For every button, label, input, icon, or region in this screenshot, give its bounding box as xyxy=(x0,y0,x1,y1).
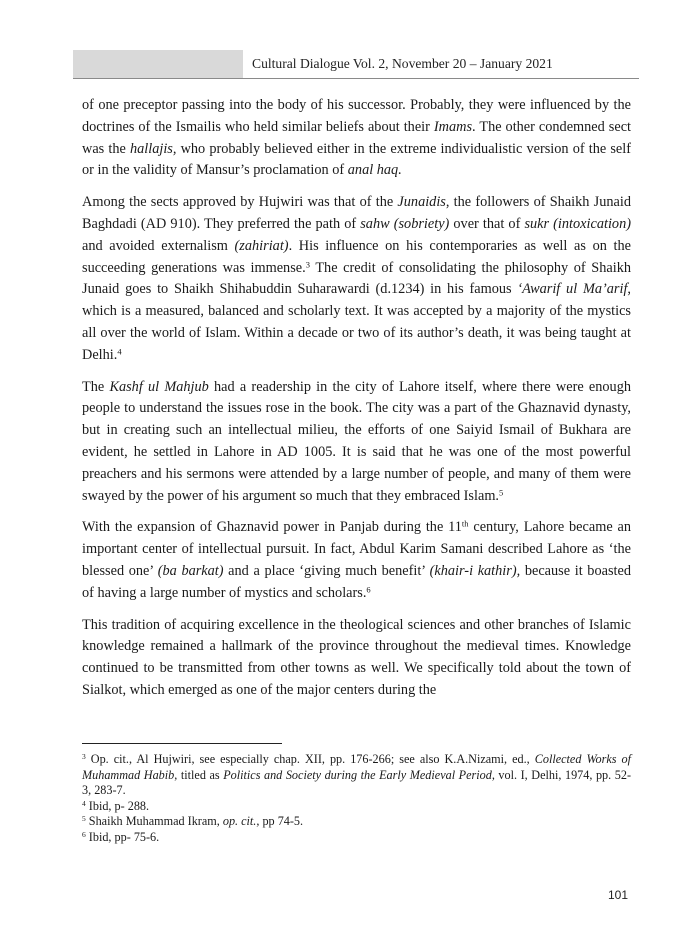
italic-text: Kashf ul Mahjub xyxy=(109,378,209,395)
reference-marker: 6 xyxy=(366,584,371,595)
text-run: had a readership in the city of Lahore itself, where there were enough people to understand the issues rose in the book. The city was a part of the Ghaznavid dynasty, but in creating such an intellectual milieu, the efforts of one Saiyid Ismail of Bukhara are evident, he settled in Lahore in AD 1005. It is said that he was one of the most powerful preachers and his sermons were attended by a large number of people, and many of them were swayed by the power of his argument so much that they embraced Islam. xyxy=(82,378,631,504)
text-run: and avoided externalism xyxy=(82,237,235,254)
paragraph xyxy=(82,377,631,508)
paragraph xyxy=(82,615,631,702)
header-shaded-block xyxy=(73,50,243,78)
footnotes xyxy=(82,752,631,846)
text-run: century, Lahore became an important center of intellectual pursuit. In fact, Abdul Karim Samani described Lahore as ‘the blessed one’ xyxy=(82,519,631,579)
paragraph xyxy=(82,95,631,182)
text-run: because it boasted of having a large number of mystics and scholars. xyxy=(82,562,631,601)
italic-text: Collected Works of Muhammad Habib xyxy=(82,752,631,782)
text-run: . The other condemned sect was the xyxy=(82,118,632,157)
text-run: of one preceptor passing into the body of his successor. Probably, they were influenced by the doctrines of the Ismailis who held similar beliefs about their xyxy=(82,97,631,135)
text-run: The credit of consolidating the philosophy of Shaikh Junaid goes to Shaikh Shihabuddin Suharawardi (d.1234) in his famous xyxy=(82,259,631,298)
text-run: Ibid, pp- 75-6. xyxy=(85,829,160,844)
body-text xyxy=(82,95,631,702)
text-run: who probably believed either in the extreme individualistic version of the self or in the validity of Mansur’s proclamation of xyxy=(82,140,631,179)
italic-text: sukr (intoxication) xyxy=(524,215,631,232)
footnote xyxy=(82,799,631,815)
reference-marker: 6 xyxy=(82,829,86,839)
italic-text: Politics and Society during the Early Medieval Period, xyxy=(223,767,495,782)
reference-marker: th xyxy=(461,518,469,529)
paragraph xyxy=(82,192,631,366)
footnote xyxy=(82,752,631,799)
text-run: This tradition of acquiring excellence in the theological sciences and other branches of Islamic knowledge remained a hallmark of the province throughout the medieval times. Knowledge continued to be transmitted from other towns as well. We specifically told about the town of Sialkot, which emerged as one of the major centers during the xyxy=(82,616,631,698)
italic-text: anal haq. xyxy=(347,162,402,179)
reference-marker: 3 xyxy=(82,751,86,761)
italic-text: sahw (sobriety) xyxy=(360,215,450,232)
text-run: over that of xyxy=(449,215,525,232)
italic-text: op. cit., xyxy=(222,814,260,829)
text-run: , which is a measured, balanced and scholarly text. It was accepted by a majority of the mystics all over the world of Islam. Within a decade or two of its author’s death, it was being taught at Delhi. xyxy=(82,281,631,363)
text-run: . His influence on his contemporaries as well as on the succeeding generations was immense. xyxy=(82,237,631,276)
italic-text: (ba barkat) xyxy=(157,562,224,579)
text-run: The xyxy=(82,378,110,395)
italic-text: (khair-i kathir), xyxy=(429,562,521,579)
text-run: vol. I, Delhi, 1974, pp. 52-3, 283-7. xyxy=(82,767,631,798)
text-run: , titled as xyxy=(174,767,224,782)
footnote xyxy=(82,830,631,846)
reference-marker: 3 xyxy=(305,258,310,269)
header-rule xyxy=(73,78,639,79)
italic-text: Junaidis xyxy=(397,194,446,211)
text-run: Op. cit., Al Hujwiri, see especially chap. XII, pp. 176-266; see also K.A.Nizami, ed., xyxy=(85,752,535,766)
text-run: Shaikh Muhammad Ikram, xyxy=(85,814,223,829)
reference-marker: 4 xyxy=(82,798,86,808)
reference-marker: 5 xyxy=(82,814,86,824)
reference-marker: 5 xyxy=(499,486,504,497)
page-number: 101 xyxy=(608,888,629,902)
italic-text: (zahiriat) xyxy=(234,237,289,254)
italic-text: Imams xyxy=(433,118,473,135)
paragraph xyxy=(82,517,631,604)
reference-marker: 4 xyxy=(117,346,122,357)
running-header-title: Cultural Dialogue Vol. 2, November 20 – January 2021 xyxy=(252,56,553,71)
italic-text: hallajis, xyxy=(129,140,177,157)
footnote-separator xyxy=(82,743,282,744)
text-run: , the followers of Shaikh Junaid Baghdadi (AD 910). They preferred the path of xyxy=(82,194,631,232)
text-run: pp 74-5. xyxy=(259,814,304,829)
text-run: and a place ‘giving much benefit’ xyxy=(223,562,430,579)
footnote xyxy=(82,814,631,830)
text-run: With the expansion of Ghaznavid power in Panjab during the 11 xyxy=(82,519,462,536)
italic-text: ‘Awarif ul Ma’arif xyxy=(517,281,628,298)
text-run: Among the sects approved by Hujwiri was that of the xyxy=(82,194,398,211)
text-run: Ibid, p- 288. xyxy=(85,798,150,813)
